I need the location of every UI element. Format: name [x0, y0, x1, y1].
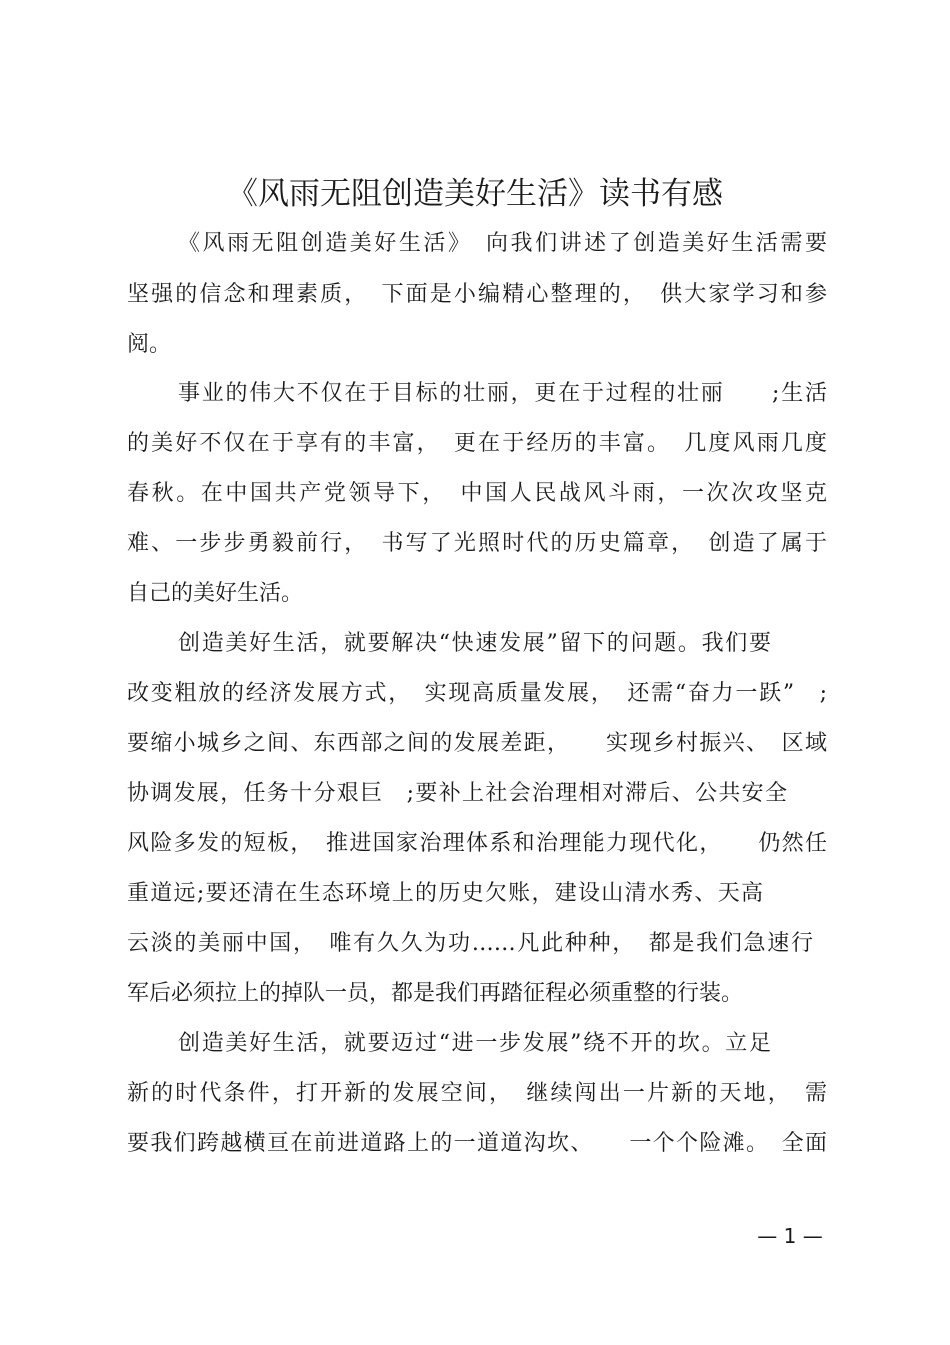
text-line: 风险多发的短板， 推进国家治理体系和治理能力现代化， 仍然任: [127, 831, 827, 856]
text-line: 新的时代条件，打开新的发展空间， 继续闯出一片新的天地， 需: [127, 1081, 827, 1106]
document-title: 《风雨无阻创造美好生活》读书有感: [227, 176, 723, 212]
text-line: 自己的美好生活。: [127, 581, 304, 606]
text-line: 云淡的美丽中国， 唯有久久为功……凡此种种， 都是我们急速行: [127, 931, 813, 956]
text-line: 协调发展，任务十分艰巨 ;要补上社会治理相对滞后、公共安全: [127, 781, 787, 806]
text-line: 创造美好生活，就要迈过“进一步发展”绕不开的坎。立足: [178, 1031, 771, 1056]
text-line: 《风雨无阻创造美好生活》 向我们讲述了创造美好生活需要: [178, 231, 827, 256]
text-line: 军后必须拉上的掉队一员，都是我们再踏征程必须重整的行装。: [127, 981, 744, 1006]
text-line: 难、一步步勇毅前行， 书写了光照时代的历史篇章， 创造了属于: [127, 531, 827, 556]
text-line: 坚强的信念和理素质， 下面是小编精心整理的， 供大家学习和参: [127, 282, 827, 307]
text-line: 春秋。在中国共产党领导下， 中国人民战风斗雨，一次次攻坚克: [127, 481, 827, 506]
text-line: 阅。: [127, 332, 172, 357]
text-line: 的美好不仅在于享有的丰富， 更在于经历的丰富。 几度风雨几度: [127, 431, 827, 456]
text-line: 要我们跨越横亘在前进道路上的一道道沟坎、 一个个险滩。 全面: [127, 1131, 827, 1156]
text-line: 改变粗放的经济发展方式， 实现高质量发展， 还需“奋力一跃” ;: [127, 681, 827, 706]
text-line: 事业的伟大不仅在于目标的壮丽，更在于过程的壮丽 ;生活: [178, 381, 827, 406]
text-line: 要缩小城乡之间、东西部之间的发展差距， 实现乡村振兴、 区域: [127, 731, 827, 756]
page-number: — 1 —: [757, 1224, 823, 1248]
text-line: 重道远;要还清在生态环境上的历史欠账，建设山清水秀、天高: [127, 881, 763, 906]
text-line: 创造美好生活，就要解决“快速发展”留下的问题。我们要: [178, 631, 771, 656]
